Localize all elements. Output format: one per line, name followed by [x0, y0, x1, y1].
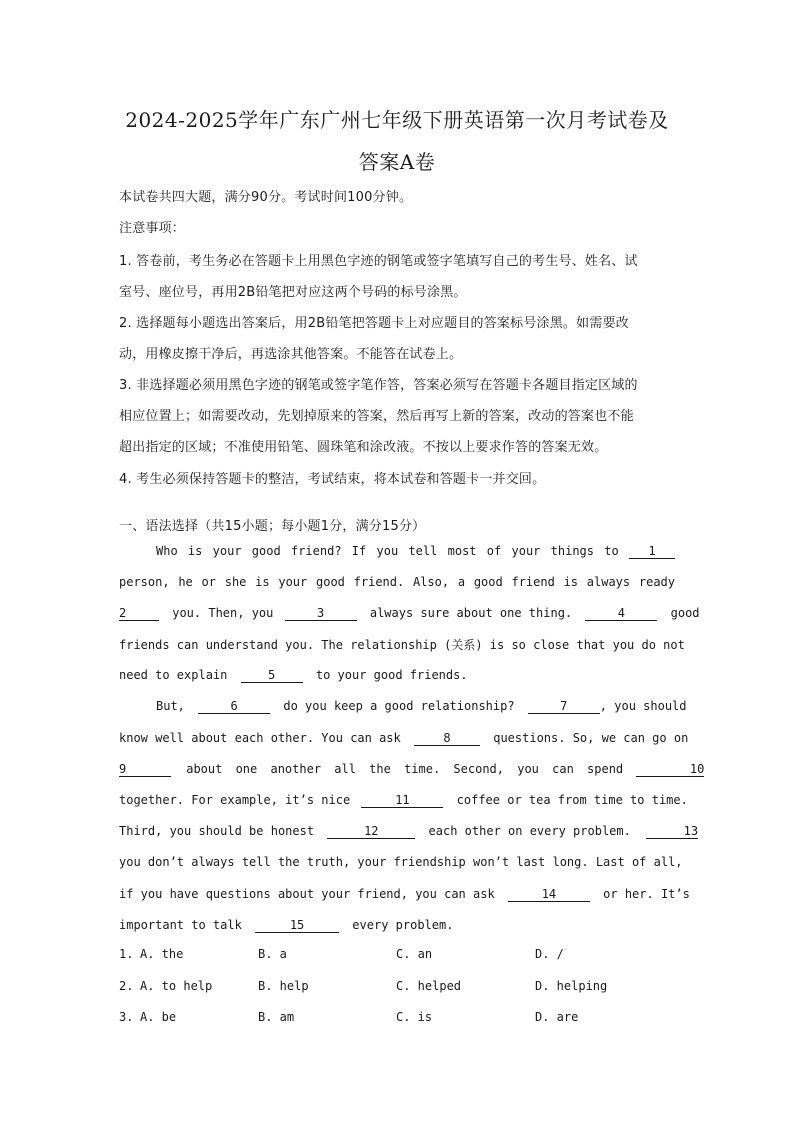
option-c[interactable]: C. an	[396, 947, 433, 961]
passage-line	[119, 668, 468, 683]
option-a[interactable]: A. the	[140, 947, 184, 961]
passage-text: person, he or she is your good friend. Also, a good friend is always ready	[119, 575, 675, 589]
passage-text: each other on every problem.	[428, 824, 631, 838]
question-number: 3.	[119, 1010, 134, 1024]
passage-text: to your good friends.	[315, 668, 468, 682]
blank-12: 12	[327, 824, 415, 839]
passage-text: about one another all the time. Second, you can spend	[186, 762, 624, 776]
passage-line	[156, 544, 675, 559]
blank-10: 10	[636, 762, 704, 777]
option-c[interactable]: C. helped	[396, 979, 462, 993]
option-c[interactable]: C. is	[396, 1010, 433, 1024]
page-title: 2024-2025学年广东广州七年级下册英语第一次月考试卷及	[125, 108, 669, 132]
passage-line	[119, 575, 675, 589]
passage-text: always sure about one thing.	[369, 606, 573, 620]
passage-text: or her. It’s	[603, 887, 690, 901]
passage-text: coffee or tea from time to time.	[456, 793, 688, 807]
passage-text: good	[670, 606, 700, 620]
note-3-continued: 相应位置上；如需要改动，先划掉原来的答案，然后再写上新的答案，改动的答案也不能	[119, 409, 634, 424]
passage-line	[119, 636, 685, 653]
passage-text: every problem.	[352, 918, 454, 932]
blank-15: 15	[255, 918, 339, 933]
passage-text: questions. So, we can go on	[493, 731, 689, 745]
option-b[interactable]: B. help	[258, 979, 309, 993]
blank-11: 11	[361, 793, 443, 808]
blank-2: 2	[119, 606, 159, 621]
notes-heading: 注意事项：	[119, 221, 186, 236]
passage-line	[119, 793, 688, 808]
passage-line	[119, 887, 690, 902]
blank-14: 14	[508, 887, 590, 902]
option-b[interactable]: B. am	[258, 1010, 295, 1024]
passage-text: if you have questions about your friend, you can ask	[119, 887, 495, 901]
option-d[interactable]: D. /	[535, 947, 564, 961]
blank-8: 8	[414, 731, 480, 746]
passage-line	[119, 731, 689, 746]
passage-text: do you keep a good relationship?	[283, 699, 515, 713]
blank-4: 4	[585, 606, 657, 621]
blank-1: 1	[629, 544, 675, 559]
option-a[interactable]: A. be	[140, 1010, 177, 1024]
passage-text: you. Then, you	[172, 606, 274, 620]
passage-line	[156, 699, 687, 714]
blank-6: 6	[198, 699, 270, 714]
passage-text: But,	[156, 699, 185, 713]
note-2-continued: 动，用橡皮擦干净后，再选涂其他答案。不能答在试卷上。	[119, 347, 463, 362]
option-d[interactable]: D. are	[535, 1010, 579, 1024]
passage-text: , you should	[599, 699, 687, 713]
question-number: 2.	[119, 979, 134, 993]
note-2: 2. 选择题每小题选出答案后，用2B铅笔把答题卡上对应题目的答案标号涂黑。如需要改	[119, 316, 629, 331]
option-d[interactable]: D. helping	[535, 979, 608, 993]
passage-text: Third, you should be honest	[119, 824, 315, 838]
section-heading: 一、语法选择（共15小题；每小题1分，满分15分）	[119, 519, 426, 534]
note-3: 3. 非选择题必须用黑色字迹的钢笔或签字笔作答，答案必须写在答题卡各题目指定区域的	[119, 378, 638, 393]
blank-13: 13	[646, 824, 698, 839]
note-3-continued-2: 超出指定的区域；不准使用铅笔、圆珠笔和涂改液。不按以上要求作答的答案无效。	[119, 440, 608, 455]
passage-line	[119, 606, 700, 621]
passage-text: know well about each other. You can ask	[119, 731, 401, 745]
note-1: 1. 答卷前，考生务必在答题卡上用黑色字迹的钢笔或签字笔填写自己的考生号、姓名、试	[119, 254, 638, 269]
passage-line	[119, 824, 699, 839]
page-title-continued: 答案A卷	[358, 150, 436, 174]
exam-summary: 本试卷共四大题，满分90分。考试时间100分钟。	[119, 190, 413, 205]
option-a[interactable]: A. to help	[140, 979, 213, 993]
passage-line	[119, 855, 683, 869]
note-1-continued: 室号、座位号，再用2B铅笔把对应这两个号码的标号涂黑。	[119, 285, 467, 300]
passage-text: you don’t always tell the truth, your friendship won’t last long. Last of all,	[119, 855, 683, 869]
passage-text: important to talk	[119, 918, 242, 932]
blank-9: 9	[119, 762, 171, 777]
blank-3: 3	[285, 606, 357, 621]
question-number: 1.	[119, 947, 134, 961]
option-b[interactable]: B. a	[258, 947, 287, 961]
passage-text: friends can understand you. The relationship (关系) is so close that you do not	[119, 638, 685, 652]
blank-7: 7	[528, 699, 600, 714]
passage-line	[119, 762, 705, 777]
passage-text: Who is your good friend? If you tell most of your things to	[156, 544, 619, 558]
passage-line	[119, 918, 453, 933]
passage-text: together. For example, it’s nice	[119, 793, 351, 807]
note-4: 4. 考生必须保持答题卡的整洁，考试结束，将本试卷和答题卡一并交回。	[119, 472, 546, 487]
blank-5: 5	[241, 668, 303, 683]
passage-text: need to explain	[119, 668, 228, 682]
